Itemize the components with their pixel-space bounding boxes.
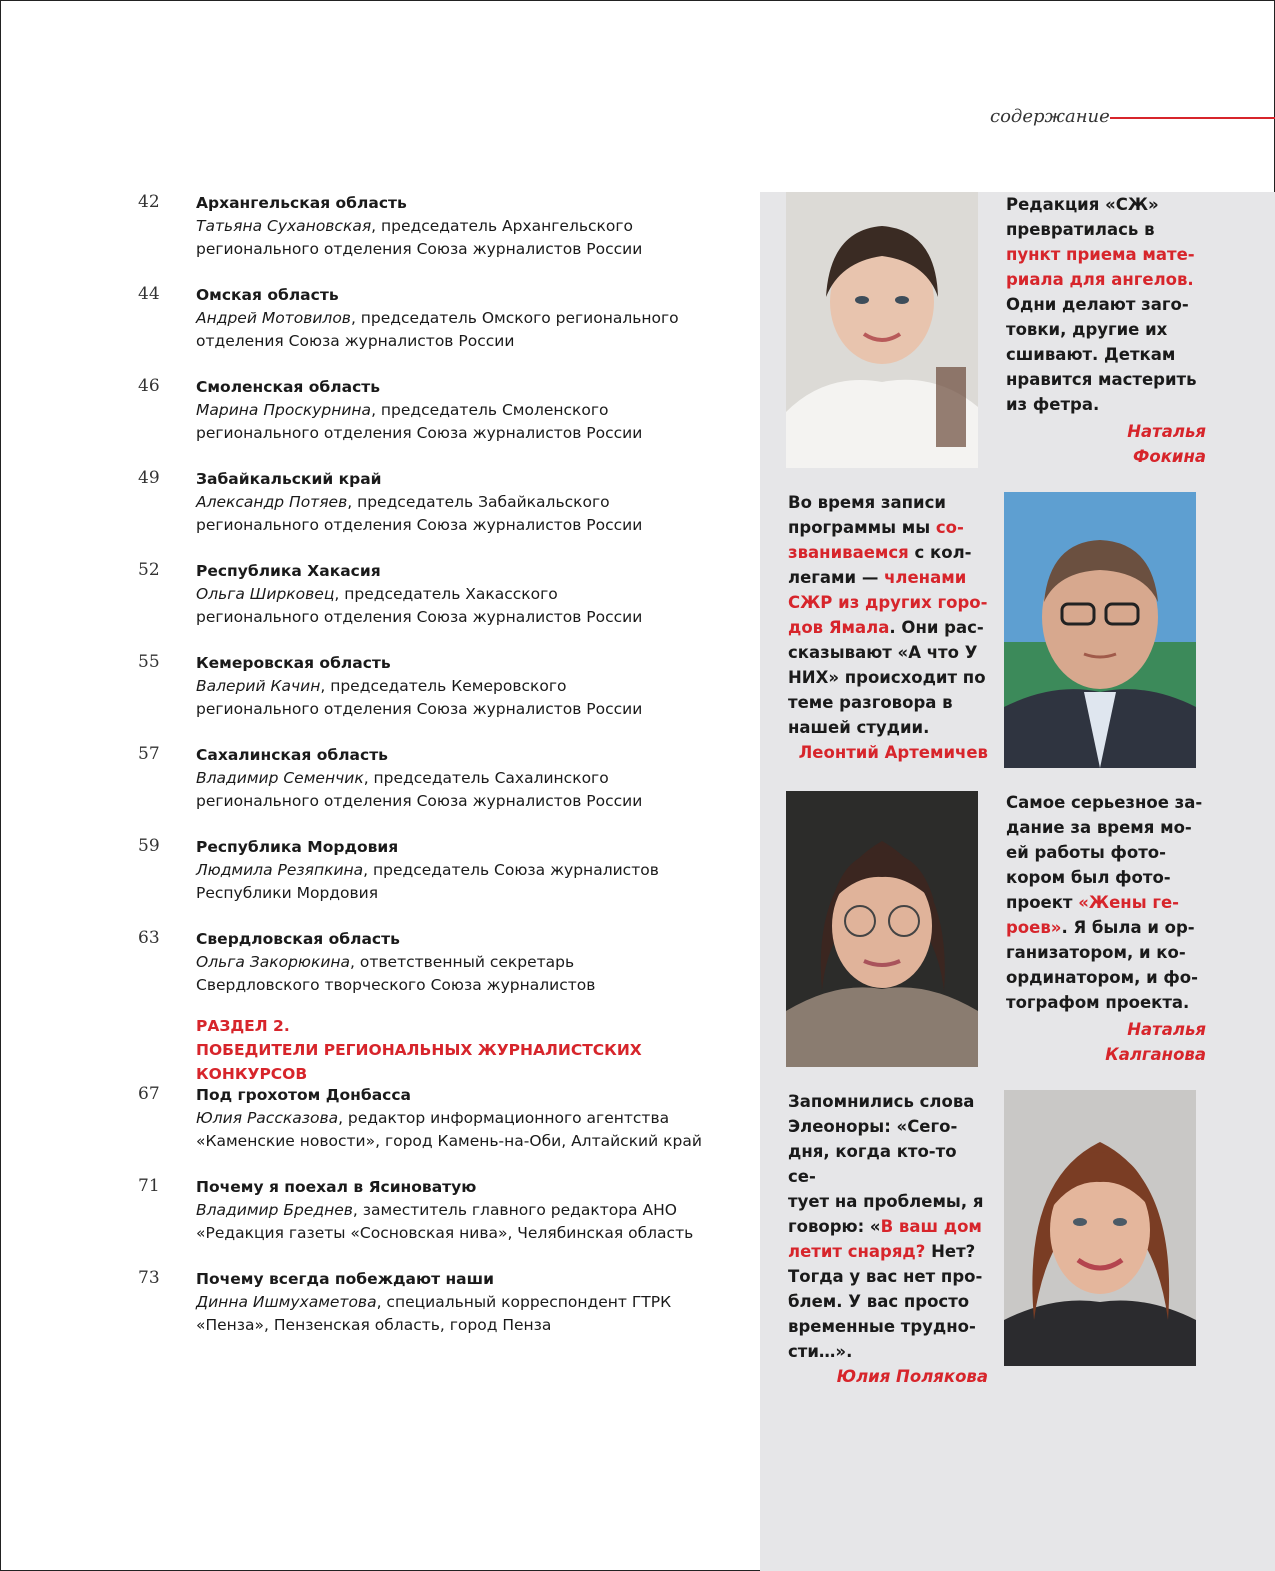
quote-4-author: Юлия Полякова — [836, 1367, 988, 1386]
toc-entry-role-cont: регионального отделения Союза журналистов России — [196, 424, 643, 442]
portrait-yulia-polyakova — [1004, 1090, 1196, 1366]
toc-entry-author: Ольга Ширковец — [196, 585, 335, 603]
toc-entry-role: , председатель Смоленского — [371, 401, 609, 419]
toc-entry-author: Ольга Закорюкина — [196, 953, 351, 971]
toc-entry-role: , председатель Союза журналистов — [363, 861, 659, 879]
toc-entry-role: , председатель Хакасского — [334, 585, 558, 603]
toc-entry[interactable] — [138, 744, 738, 836]
toc-entry-role-cont: отделения Союза журналистов России — [196, 332, 515, 350]
quote-3: Самое серьезное за- дание за время мо- ей работы фото- кором был фото- проект «Жены ге- роев». Я была и ор- ганизатором, и ко- ординатором, и фо- тографом проекта. Наталья Калганова — [1006, 793, 1206, 1064]
toc-entry-role: , заместитель главного редактора АНО — [352, 1201, 677, 1219]
toc-entry-author: Динна Ишмухаметова — [196, 1293, 377, 1311]
toc-page-number: 71 — [138, 1176, 160, 1196]
toc-entry-role-cont: «Редакция газеты «Сосновская нива», Челябинская область — [196, 1224, 694, 1242]
quote-2: Во время записи программы мы со- званиваемся с кол- легами — членами СЖР из других горо- дов Ямала. Они рас- сказывают «А что У НИХ» происходит по теме разговора в нашей студии. Леонтий Артемичев — [788, 490, 988, 765]
portrait-natalia-fokina — [786, 192, 978, 468]
toc-entry-role: , председатель Кемеровского — [320, 677, 567, 695]
quote-4: Запомнились слова Элеоноры: «Сего- дня, когда кто-то се- тует на проблемы, я говорю: «В ваш дом летит снаряд? Нет? Тогда у вас нет про- блем. У вас просто временные трудно- сти…». Юлия Полякова — [788, 1089, 988, 1389]
toc-entry-title: Сахалинская область — [196, 746, 388, 764]
toc-page-number: 42 — [138, 192, 160, 212]
toc-entry-role: , ответственный секретарь — [350, 953, 575, 971]
toc-page-number: 46 — [138, 376, 160, 396]
toc-entry-author: Валерий Качин — [196, 677, 321, 695]
toc-entry[interactable] — [138, 192, 738, 284]
portrait-natalia-kalganova — [786, 791, 978, 1067]
toc-entry-author: Андрей Мотовилов — [196, 309, 351, 327]
toc-entry-role-cont: регионального отделения Союза журналистов России — [196, 516, 643, 534]
toc-entry-role-cont: «Каменские новости», город Камень-на-Оби, Алтайский край — [196, 1132, 702, 1150]
toc-entry-role-cont: регионального отделения Союза журналистов России — [196, 792, 643, 810]
toc-entry[interactable] — [138, 1268, 738, 1360]
toc-entry-author: Юлия Рассказова — [196, 1109, 339, 1127]
toc-entry-title: Почему я поехал в Ясиноватую — [196, 1178, 477, 1196]
toc-page-number: 63 — [138, 928, 160, 948]
toc-entry[interactable] — [138, 468, 738, 560]
toc-page-number: 57 — [138, 744, 160, 764]
quotes-sidebar — [760, 192, 1275, 1571]
toc-entry-author: Людмила Резяпкина — [196, 861, 364, 879]
portrait-leontiy-artemichev — [1004, 492, 1196, 768]
toc-entry-title: Свердловская область — [196, 930, 400, 948]
toc-entry-author: Татьяна Сухановская — [196, 217, 372, 235]
toc-page-number: 55 — [138, 652, 160, 672]
toc-page-number: 59 — [138, 836, 160, 856]
toc-entry-title: Архангельская область — [196, 194, 407, 212]
toc-entry-role: , председатель Забайкальского — [347, 493, 610, 511]
toc-entry[interactable] — [138, 1084, 738, 1176]
toc-page-number: 49 — [138, 468, 160, 488]
toc-entry-title: Республика Мордовия — [196, 838, 399, 856]
quote-2-author: Леонтий Артемичев — [798, 743, 988, 762]
toc-entry[interactable] — [138, 284, 738, 376]
toc-entry-title: Забайкальский край — [196, 470, 382, 488]
section-2-heading: РАЗДЕЛ 2. ПОБЕДИТЕЛИ РЕГИОНАЛЬНЫХ ЖУРНАЛИСТСКИХ КОНКУРСОВ — [196, 1017, 642, 1083]
toc-entry-role-cont: регионального отделения Союза журналистов России — [196, 240, 643, 258]
toc-entry-title: Под грохотом Донбасса — [196, 1086, 412, 1104]
toc-entry[interactable] — [138, 652, 738, 744]
table-of-contents — [138, 192, 738, 1360]
toc-entry-role-cont: регионального отделения Союза журналистов России — [196, 700, 643, 718]
toc-entry-title: Республика Хакасия — [196, 562, 381, 580]
toc-entry-author: Марина Проскурнина — [196, 401, 372, 419]
toc-entry-author: Владимир Бреднев — [196, 1201, 353, 1219]
toc-page-number: 52 — [138, 560, 160, 580]
toc-entry[interactable] — [138, 376, 738, 468]
toc-entry[interactable] — [138, 1176, 738, 1268]
toc-entry[interactable] — [138, 928, 738, 1020]
toc-entry-role: , председатель Омского регионального — [350, 309, 679, 327]
toc-entry[interactable] — [138, 836, 738, 928]
toc-page-number: 73 — [138, 1268, 160, 1288]
toc-entry-author: Александр Потяев — [196, 493, 348, 511]
toc-entry-role-cont: «Пенза», Пензенская область, город Пенза — [196, 1316, 552, 1334]
toc-entry-title: Кемеровская область — [196, 654, 391, 672]
toc-entry-title: Смоленская область — [196, 378, 381, 396]
quote-3-author: Наталья — [1127, 1020, 1206, 1039]
toc-entry-role-cont: регионального отделения Союза журналистов России — [196, 608, 643, 626]
red-rule — [1110, 117, 1275, 119]
toc-entry-role: , председатель Сахалинского — [363, 769, 609, 787]
toc-entry-author: Владимир Семенчик — [196, 769, 364, 787]
quote-1-author: Наталья — [1127, 422, 1206, 441]
toc-entry-role: , председатель Архангельского — [371, 217, 633, 235]
toc-entry-role: , специальный корреспондент ГТРК — [376, 1293, 672, 1311]
toc-entry-role-cont: Республики Мордовия — [196, 884, 379, 902]
quote-1: Редакция «СЖ» превратилась в пункт приема мате- риала для ангелов. Одни делают заго- товки, другие их сшивают. Деткам нравится мастерить из фетра. Наталья Фокина — [1006, 195, 1206, 466]
toc-entry[interactable] — [138, 560, 738, 652]
toc-page-number: 44 — [138, 284, 160, 304]
section-label: содержание — [990, 106, 1110, 127]
toc-entry-role-cont: Свердловского творческого Союза журналистов — [196, 976, 596, 994]
toc-entry-role: , редактор информационного агентства — [338, 1109, 670, 1127]
toc-entry-title: Почему всегда побеждают наши — [196, 1270, 494, 1288]
toc-page-number: 67 — [138, 1084, 160, 1104]
toc-entry-title: Омская область — [196, 286, 339, 304]
